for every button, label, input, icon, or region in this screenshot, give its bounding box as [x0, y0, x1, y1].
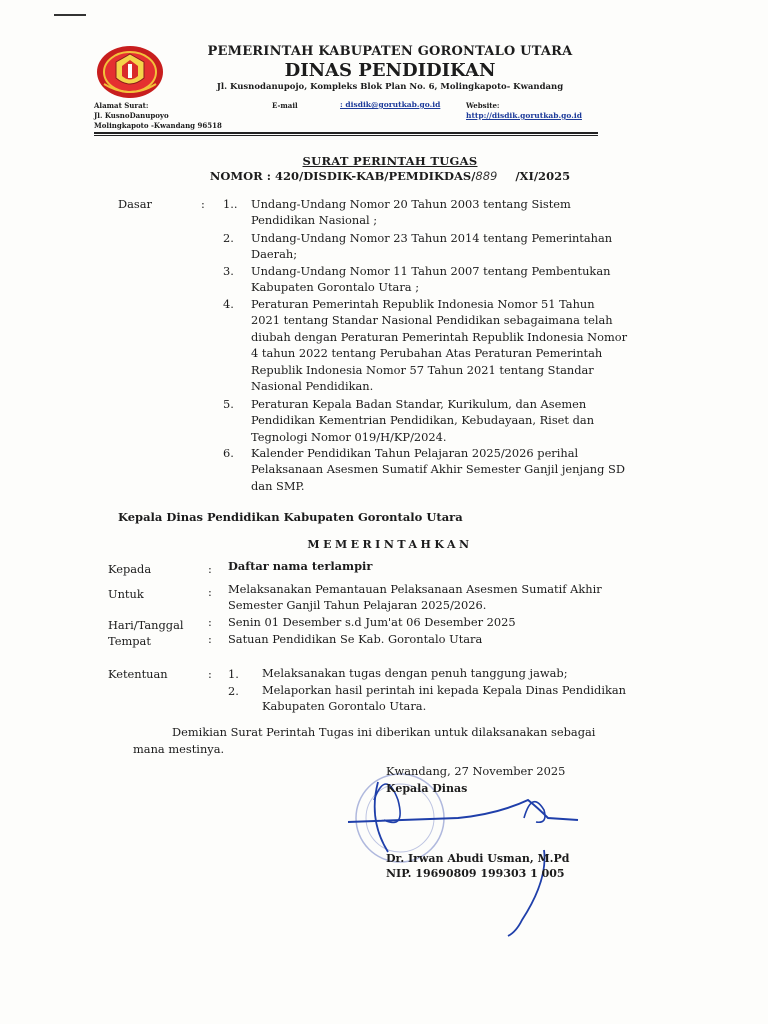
dasar-item-line: Pelaksanaan Asesmen Sumatif Akhir Semester Ganjil jenjang SD — [251, 462, 625, 477]
kepada-label: Kepada — [108, 562, 152, 576]
number-suffix: /XI/2025 — [515, 169, 571, 183]
header-agency: DINAS PENDIDIKAN — [284, 60, 496, 81]
ketentuan-item-line: Kabupaten Gorontalo Utara. — [262, 699, 427, 714]
dasar-item-line: Undang-Undang Nomor 11 Tahun 2007 tentang Pembentukan — [251, 264, 611, 278]
untuk-colon: : — [208, 585, 212, 599]
hari-label: Hari/Tanggal — [108, 618, 184, 632]
dasar-item-num: 5. — [223, 397, 234, 411]
untuk-label: Untuk — [108, 587, 144, 601]
dasar-item-line: Daerah; — [251, 247, 298, 262]
dasar-item-line: Peraturan Pemerintah Republik Indonesia Nomor 51 Tahun — [251, 297, 595, 311]
top-mark — [54, 14, 86, 16]
dasar-item-line: 2021 tentang Standar Nasional Pendidikan sebagaimana telah — [251, 313, 613, 328]
dasar-item-line: dan SMP. — [251, 478, 305, 493]
untuk-line: Melaksanakan Pemantauan Pelaksanaan Asesmen Sumatif Akhir — [228, 582, 602, 596]
dasar-label: Dasar — [118, 197, 153, 211]
ketentuan-label: Ketentuan — [108, 667, 168, 681]
dasar-item-num: 1.. — [223, 197, 238, 211]
dasar-item-line: Republik Indonesia Nomor 57 Tahun 2021 tentang Standar — [251, 362, 594, 377]
closing-line-2: mana mestinya. — [133, 742, 225, 756]
signatory-name: Dr. Irwan Abudi Usman, M.Pd — [386, 852, 570, 865]
number-handwritten: 889 — [475, 169, 498, 183]
signature-position: Kepala Dinas — [386, 782, 468, 795]
tempat-label: Tempat — [108, 634, 151, 648]
dasar-item-line: Undang-Undang Nomor 20 Tahun 2003 tentang Sistem — [251, 197, 571, 211]
dasar-item-line: Pendidikan Nasional ; — [251, 213, 378, 228]
dasar-item-line: Tegnologi Nomor 019/H/KP/2024. — [251, 429, 447, 444]
signatory-nip: NIP. 19690809 199303 1 005 — [386, 867, 565, 880]
dasar-item — [251, 296, 661, 394]
dasar-item-num: 4. — [223, 297, 234, 311]
website-label: Website: — [466, 101, 500, 110]
header-address: Jl. Kusnodanupojo, Kompleks Blok Plan No. 6, Molingkapoto- Kwandang — [216, 82, 564, 92]
dasar-item-line: 4 tahun 2022 tentang Perubahan Atas Peraturan Pemerintah — [251, 346, 603, 361]
closing-line-1: Demikian Surat Perintah Tugas ini diberikan untuk dilaksanakan sebagai — [172, 725, 596, 739]
ketentuan-item-line: Melaporkan hasil perintah ini kepada Kepala Dinas Pendidikan — [262, 683, 626, 697]
dasar-item-num: 6. — [223, 446, 234, 460]
ketentuan-item-line: Melaksanakan tugas dengan penuh tanggung jawab; — [262, 666, 568, 680]
website-link[interactable]: http://disdik.gorutkab.go.id — [466, 111, 582, 120]
untuk-line: Semester Ganjil Tahun Pelajaran 2025/2026. — [228, 598, 487, 613]
memerintahkan-heading: MEMERINTAHKAN — [307, 538, 473, 551]
header-divider-thin — [94, 135, 598, 136]
dasar-item-num: 3. — [223, 264, 234, 278]
dasar-item-line: Undang-Undang Nomor 23 Tahun 2014 tentang Pemerintahan — [251, 231, 613, 245]
mail-address-label: Alamat Surat: — [94, 101, 149, 110]
ketentuan-item — [262, 665, 672, 681]
dasar-item-line: Kabupaten Gorontalo Utara ; — [251, 280, 420, 295]
header-government: PEMERINTAH KABUPATEN GORONTALO UTARA — [207, 44, 573, 59]
tempat-value: Satuan Pendidikan Se Kab. Gorontalo Utara — [228, 632, 483, 646]
dasar-item-num: 2. — [223, 231, 234, 245]
dasar-item — [251, 196, 661, 229]
dasar-item-line: diubah dengan Peraturan Pemerintah Republik Indonesia Nomor — [251, 329, 628, 344]
dasar-item — [251, 263, 661, 296]
mail-address-city: Molingkapoto -Kwandang 96518 — [94, 121, 222, 130]
dasar-item-line: Peraturan Kepala Badan Standar, Kurikulum, dan Asemen — [251, 397, 587, 411]
dasar-item — [251, 396, 661, 445]
dasar-item — [251, 445, 661, 494]
document-number — [180, 169, 600, 183]
ketentuan-colon: : — [208, 667, 212, 681]
signature-place-date: Kwandang, 27 November 2025 — [386, 764, 566, 778]
kepada-value: Daftar nama terlampir — [228, 559, 373, 573]
mail-address-street: Jl. KusnoDanupoyo — [94, 111, 169, 120]
email-link[interactable]: : disdik@gorutkab.go.id — [340, 100, 441, 109]
ketentuan-item-num: 1. — [228, 667, 239, 681]
tempat-colon: : — [208, 632, 212, 646]
dasar-item-line: Kalender Pendidikan Tahun Pelajaran 2025/2026 perihal — [251, 446, 579, 460]
dasar-item-line: Nasional Pendidikan. — [251, 379, 374, 394]
dasar-colon: : — [201, 197, 205, 211]
email-label: E-mail — [272, 101, 298, 110]
number-prefix: NOMOR : 420/DISDIK-KAB/PEMDIKDAS/ — [209, 169, 476, 183]
kepada-colon: : — [208, 562, 212, 576]
hari-colon: : — [208, 615, 212, 629]
issuer-heading: Kepala Dinas Pendidikan Kabupaten Gorontalo Utara — [118, 510, 463, 524]
ketentuan-item-num: 2. — [228, 684, 239, 698]
dasar-item-line: Pendidikan Kementrian Pendidikan, Kebudayaan, Riset dan — [251, 413, 595, 428]
dasar-item — [251, 230, 661, 263]
regency-logo — [94, 44, 166, 100]
hari-value: Senin 01 Desember s.d Jum'at 06 Desember 2025 — [228, 615, 516, 629]
untuk-value — [228, 581, 668, 614]
document-title: SURAT PERINTAH TUGAS — [302, 154, 478, 168]
ketentuan-item — [262, 682, 672, 715]
header-divider — [94, 132, 598, 134]
